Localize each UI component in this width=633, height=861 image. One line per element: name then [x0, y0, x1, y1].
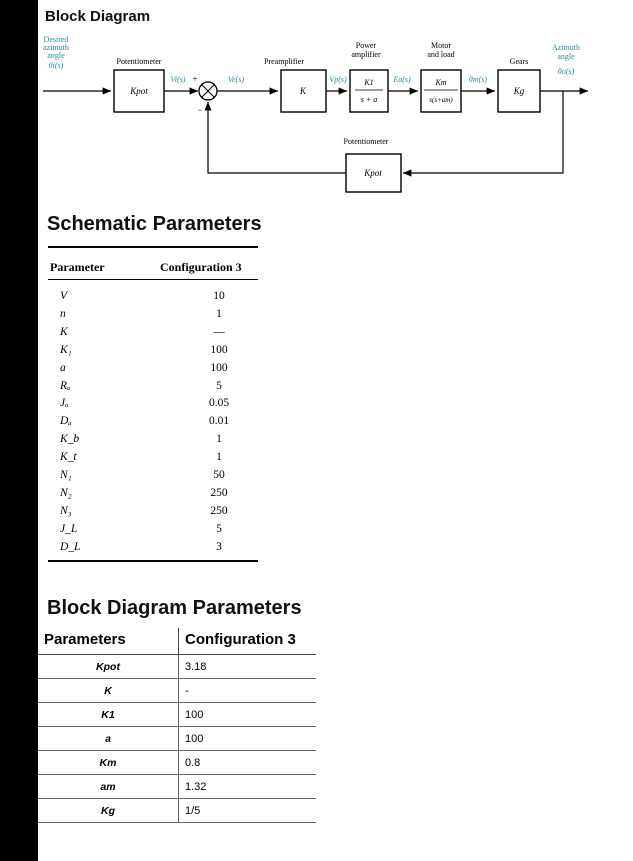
block-diagram-parameters-table: [38, 628, 316, 823]
parameter-value: 10: [213, 290, 225, 302]
table-row: [48, 451, 258, 469]
output-label: [552, 43, 580, 76]
schematic-col-parameter: Parameter: [50, 260, 105, 274]
parameter-symbol: N₃: [60, 504, 72, 517]
svg-text:θo(s): θo(s): [557, 67, 575, 76]
signal-thetam-label: θm(s): [468, 75, 488, 84]
summing-plus: +: [192, 74, 198, 84]
parameter-value: 1.32: [179, 775, 317, 799]
parameter-value: 5: [216, 379, 222, 392]
gears-label: Gears: [509, 57, 529, 66]
parameter-symbol: Rₐ: [60, 379, 71, 392]
parameter-value: 3: [216, 540, 222, 553]
svg-text:azimuth: azimuth: [43, 43, 69, 52]
potentiometer-gain: Kpot: [130, 86, 148, 96]
table-row: [38, 703, 316, 727]
power-amp-block: [350, 70, 388, 112]
parameter-value: -: [179, 679, 317, 703]
parameter-symbol: am: [38, 775, 179, 799]
motor-block: [421, 70, 461, 112]
parameter-value: 3.18: [179, 655, 317, 679]
table-row: [48, 415, 258, 433]
parameter-symbol: a: [38, 727, 179, 751]
svg-text:θi(s): θi(s): [48, 61, 64, 70]
table-row: [38, 655, 316, 679]
table-row: [48, 523, 258, 541]
parameter-value: 100: [210, 343, 228, 356]
parameter-value: 0.01: [208, 415, 230, 428]
table-row: [38, 799, 316, 823]
table-row: [48, 487, 258, 505]
preamplifier-gain: K: [299, 86, 307, 96]
signal-vi-label: Vi(s): [170, 75, 186, 84]
parameter-symbol: V: [60, 290, 68, 302]
table-row: [48, 308, 258, 326]
summing-junction: [199, 82, 217, 100]
motor-label-2: and load: [427, 50, 455, 59]
parameter-value: 100: [210, 361, 228, 374]
table-row: [48, 397, 258, 415]
gears-gain: Kg: [513, 86, 525, 96]
parameter-value: 1: [216, 433, 222, 446]
potentiometer-label: Potentiometer: [116, 57, 162, 66]
parameter-value: —: [213, 325, 225, 338]
parameter-symbol: Kg: [38, 799, 179, 823]
svg-text:angle: angle: [47, 51, 65, 60]
table-row: [48, 290, 258, 308]
parameter-symbol: n: [60, 307, 66, 320]
svg-text:Desired: Desired: [43, 35, 69, 44]
parameter-symbol: J_L: [60, 522, 78, 535]
summing-minus: −: [197, 105, 203, 115]
feedback-potentiometer-label: Potentiometer: [343, 137, 389, 146]
feedback-gain: Kpot: [364, 168, 382, 178]
parameter-symbol: K: [38, 679, 179, 703]
parameter-symbol: Jₐ: [60, 397, 69, 410]
parameter-symbol: N₂: [60, 486, 72, 499]
signal-ve-label: Ve(s): [228, 75, 244, 84]
block-col-parameters: Parameters: [38, 628, 179, 655]
parameter-symbol: Kpot: [38, 655, 179, 679]
parameter-symbol: a: [60, 361, 66, 374]
table-row: [38, 751, 316, 775]
signal-vp-label: Vp(s): [329, 75, 347, 84]
parameter-value: 0.8: [179, 751, 317, 775]
parameter-value: 5: [216, 522, 222, 535]
parameter-value: 100: [179, 727, 317, 751]
parameter-value: 1: [216, 451, 222, 464]
preamplifier-label: Preamplifier: [264, 57, 304, 66]
table-row: [38, 679, 316, 703]
schematic-parameters-heading: Schematic Parameters: [47, 213, 262, 235]
power-amp-denominator: s + a: [360, 95, 378, 104]
table-row: [48, 326, 258, 344]
power-amp-label-1: Power: [355, 41, 377, 50]
block-diagram-parameters-heading: Block Diagram Parameters: [47, 597, 302, 619]
power-amp-label-2: amplifier: [351, 50, 381, 59]
motor-label-1: Motor: [431, 41, 451, 50]
parameter-symbol: K_t: [60, 451, 77, 464]
table-row: [48, 505, 258, 523]
motor-denominator: s(s+am): [429, 96, 453, 104]
parameter-symbol: Km: [38, 751, 179, 775]
parameter-value: 100: [179, 703, 317, 727]
table-row: [38, 727, 316, 751]
parameter-value: 0.05: [208, 397, 230, 410]
parameter-symbol: K_b: [60, 433, 80, 446]
svg-text:angle: angle: [557, 52, 575, 61]
motor-numerator: Km: [435, 78, 447, 87]
power-amp-numerator: K1: [364, 78, 374, 87]
input-label: [43, 35, 69, 70]
parameter-value: 1/5: [179, 799, 317, 823]
block-diagram-heading: Block Diagram: [45, 8, 151, 25]
parameter-symbol: Dₐ: [60, 415, 72, 428]
parameter-symbol: K: [60, 325, 68, 338]
schematic-col-config: Configuration 3: [160, 260, 242, 274]
parameter-symbol: K₁: [60, 343, 72, 356]
parameter-value: 50: [213, 469, 225, 481]
parameter-value: 250: [210, 486, 228, 499]
table-row: [48, 362, 258, 380]
svg-text:Azimuth: Azimuth: [552, 43, 580, 52]
schematic-parameters-table: [48, 246, 258, 562]
signal-ea-label: Ea(s): [393, 75, 411, 84]
block-diagram: [38, 28, 633, 206]
parameter-symbol: K1: [38, 703, 179, 727]
table-row: [48, 380, 258, 398]
block-col-config: Configuration 3: [179, 628, 317, 655]
table-row: [48, 433, 258, 451]
table-row: [48, 469, 258, 487]
parameter-value: 250: [210, 504, 228, 517]
document-page: [38, 0, 633, 861]
table-row: [48, 541, 258, 559]
table-row: [38, 775, 316, 799]
table-row: [48, 344, 258, 362]
parameter-symbol: D_L: [60, 540, 81, 553]
parameter-symbol: N₁: [60, 469, 72, 481]
parameter-value: 1: [216, 307, 222, 320]
